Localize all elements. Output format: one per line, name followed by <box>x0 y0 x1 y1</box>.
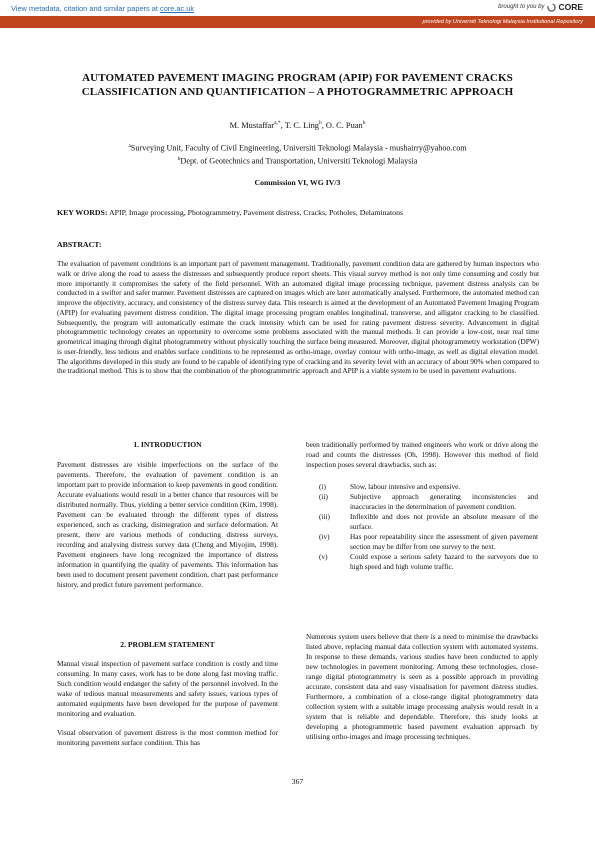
section-2-heading: 2. PROBLEM STATEMENT <box>120 640 215 649</box>
section-1-heading: 1. INTRODUCTION <box>133 440 202 449</box>
core-top-bar <box>0 0 595 15</box>
core-link[interactable]: core.ac.uk <box>160 4 195 13</box>
affiliations <box>40 141 555 167</box>
author-3-sup: b <box>362 120 366 126</box>
list-item-text: Subjective approach generating inconsistencies and inaccuracies in the determination of pavement condition. <box>350 492 538 511</box>
list-item <box>306 482 538 492</box>
list-item <box>306 512 538 532</box>
list-item-number: (iii) <box>319 512 330 521</box>
section-1-text <box>57 460 278 590</box>
paper-title <box>40 71 555 99</box>
right-column-intro <box>306 440 538 470</box>
list-item <box>306 492 538 512</box>
metadata-link[interactable] <box>11 4 194 13</box>
section-2-text <box>57 659 278 748</box>
keywords <box>57 208 547 217</box>
list-item-number: (iv) <box>319 532 330 541</box>
brought-by-text: brought to you by <box>498 4 545 10</box>
list-item-text: Inflexible and does not provide an absolute measure of the surface. <box>350 512 538 531</box>
affiliation-a <box>40 141 555 154</box>
metadata-text: View metadata, citation and similar papers at <box>11 4 158 13</box>
affiliation-a-sup: a <box>128 143 131 149</box>
section-2-paragraph-1: Manual visual inspection of pavement surface condition is costly and time consuming. In many cases, work has to be done along fast moving traffic. Such condition would endanger the safety of the personnel involved. In the wake of tedious manual measurements and safety issues, various types of automated equipments have been developed for the purpose of pavement monitoring and evaluation. <box>57 659 278 718</box>
list-item-number: (ii) <box>319 492 328 501</box>
author-3: , O. C. Puan <box>321 120 363 130</box>
abstract-heading: ABSTRACT: <box>57 240 102 249</box>
list-item-text: Could expose a serious safety hazard to the surveyors due to high speed and high volume traffic. <box>350 552 538 571</box>
affiliation-b-sup: b <box>177 156 181 163</box>
list-item <box>306 552 538 572</box>
affiliation-a-text: Surveying Unit, Faculty of Civil Engineering, Universiti Teknologi Malaysia - mushairry@yahoo.com <box>130 143 467 153</box>
keywords-label: KEY WORDS: <box>57 208 108 217</box>
core-logo-icon <box>547 3 556 12</box>
commission: Commission VI, WG IV/3 <box>254 178 341 187</box>
author-2-sup: b <box>318 120 322 126</box>
affiliation-b <box>40 154 555 167</box>
abstract-text: The evaluation of pavement conditions is an important part of pavement management. Traditionally, pavement condition data are gathered by human inspectors who walk or drive along the road to assess the distresses and subsequently produce report sheets. This visual survey method is not only time consuming and costly but more importantly it compromises the safety of the field personnel. With an automated digital image processing technique, pavement distress analysis can be conducted in a swifter and safer manner. Pavement distresses are captured on images which are later automatically analysed. Furthermore, the automated method can improve the objectivity, accuracy, and consistency of the distress survey data. This research is aimed at the development of an Automated Pavement Imaging Program (APIP) for evaluating pavement distress condition. The digital image processing program enables longitudinal, transverse, and alligator cracking to be classified. Subsequently, the program will automatically estimate the crack intensity which can be used for rating pavement distress severity. Advancement in digital photogrammetric technology creates an opportunity to overcome some problems associated with the manual methods. It can provide a low-cost, near real time geometrical imaging through digital photogrammetry without physically touching the surface being measured. Moreover, digital photogrammetry workstation (DPW) is user-friendly, less tedious and enables surface conditions to be represented as ortho-image, overlay contour with ortho-image, as well as digital elevation model. The algorithms developed in this study are found to be capable of identifying type of cracking and its severity level with an accuracy of about 90% when compared to the traditional method. This is to show that the combination of the photogrammetric approach and APIP is a viable system to be used in pavement evaluations. <box>57 260 539 376</box>
core-wordmark: CORE <box>558 2 583 12</box>
list-item-number: (v) <box>319 552 328 561</box>
core-brand[interactable] <box>498 2 583 12</box>
title-line-1: AUTOMATED PAVEMENT IMAGING PROGRAM (APIP) FOR PAVEMENT CRACKS <box>82 72 513 84</box>
drawbacks-list <box>306 482 538 572</box>
list-item-text: Slow, labour intensive and expensive. <box>350 482 461 491</box>
title-line-2: CLASSIFICATION AND QUANTIFICATION – A PHOTOGRAMMETRIC APPROACH <box>81 86 514 98</box>
photogrammetry-paragraph: Numerous system users believe that there is a need to minimise the drawbacks listed above, replacing manual data collection system with automated systems. In response to these demands, various studies have been conducted to apply new technologies in pavement monitoring. Among these technologies, close-range digital photogrammetry is seen as a possible approach in providing accurate, consistent data and easy visualisation for pavement distress studies. Furthermore, a combination of a close-range digital photogrammetry data collection system with a suitable image processing analysis would result in a system that is reliable and dependable. Therefore, this study looks at developing a photogrammetric based pavement evaluation approach by utilising ortho-images and image processing techniques. <box>306 632 538 741</box>
section-2-paragraph-2: Visual observation of pavement distress is the most common method for monitoring pavement surface condition. This has <box>57 728 278 747</box>
authors <box>40 120 555 130</box>
affiliation-b-text: Dept. of Geotechnics and Transportation, Universiti Teknologi Malaysia <box>180 156 418 166</box>
section-1-paragraph: Pavement distresses are visible imperfections on the surface of the pavements. Therefore, the evaluation of pavement condition is an important part to provide information to keep pavements in good condition. Accurate evaluations would result in a better chance that resources will be distributed normally. Thus, yielding a better service condition (Kim, 1998). Pavement can be evaluated through the different types of distress experienced, such as cracking, disintegration and surface deformation. At present, there are various methods of conducting distress surveys, recording and analysing distress survey data (Cheng and Miyojim, 1998). Pavement engineers have long recognized the importance of distress information in quantifying the quality of pavements. This information has been used to document present pavement condition, chart past performance history, and predict future pavement performance. <box>57 460 278 589</box>
provided-by-link[interactable]: provided by Universiti Teknologi Malaysia Institutional Repository <box>422 18 583 25</box>
right-column-continued <box>306 632 538 742</box>
keywords-text: APIP, Image processing, Photogrammetry, Pavement distress, Cracks, Potholes, Delaminatons <box>107 208 404 217</box>
list-item-number: (i) <box>319 482 326 491</box>
author-1-sup: a,* <box>274 120 281 126</box>
author-1: M. Mustaffar <box>229 120 275 130</box>
author-2: , T. C. Ling <box>280 120 319 130</box>
list-item-text: Has poor repeatability since the assessment of given pavement section may be differ from one survey to the next. <box>350 532 538 551</box>
list-item <box>306 532 538 552</box>
page-number: 367 <box>291 777 304 786</box>
repository-bar <box>0 16 595 28</box>
drawbacks-intro: been traditionally performed by trained engineers who work or drive along the road and counts the distresses (Oh, 1998). However this method of field inspection poses several drawbacks, such as: <box>306 440 538 469</box>
